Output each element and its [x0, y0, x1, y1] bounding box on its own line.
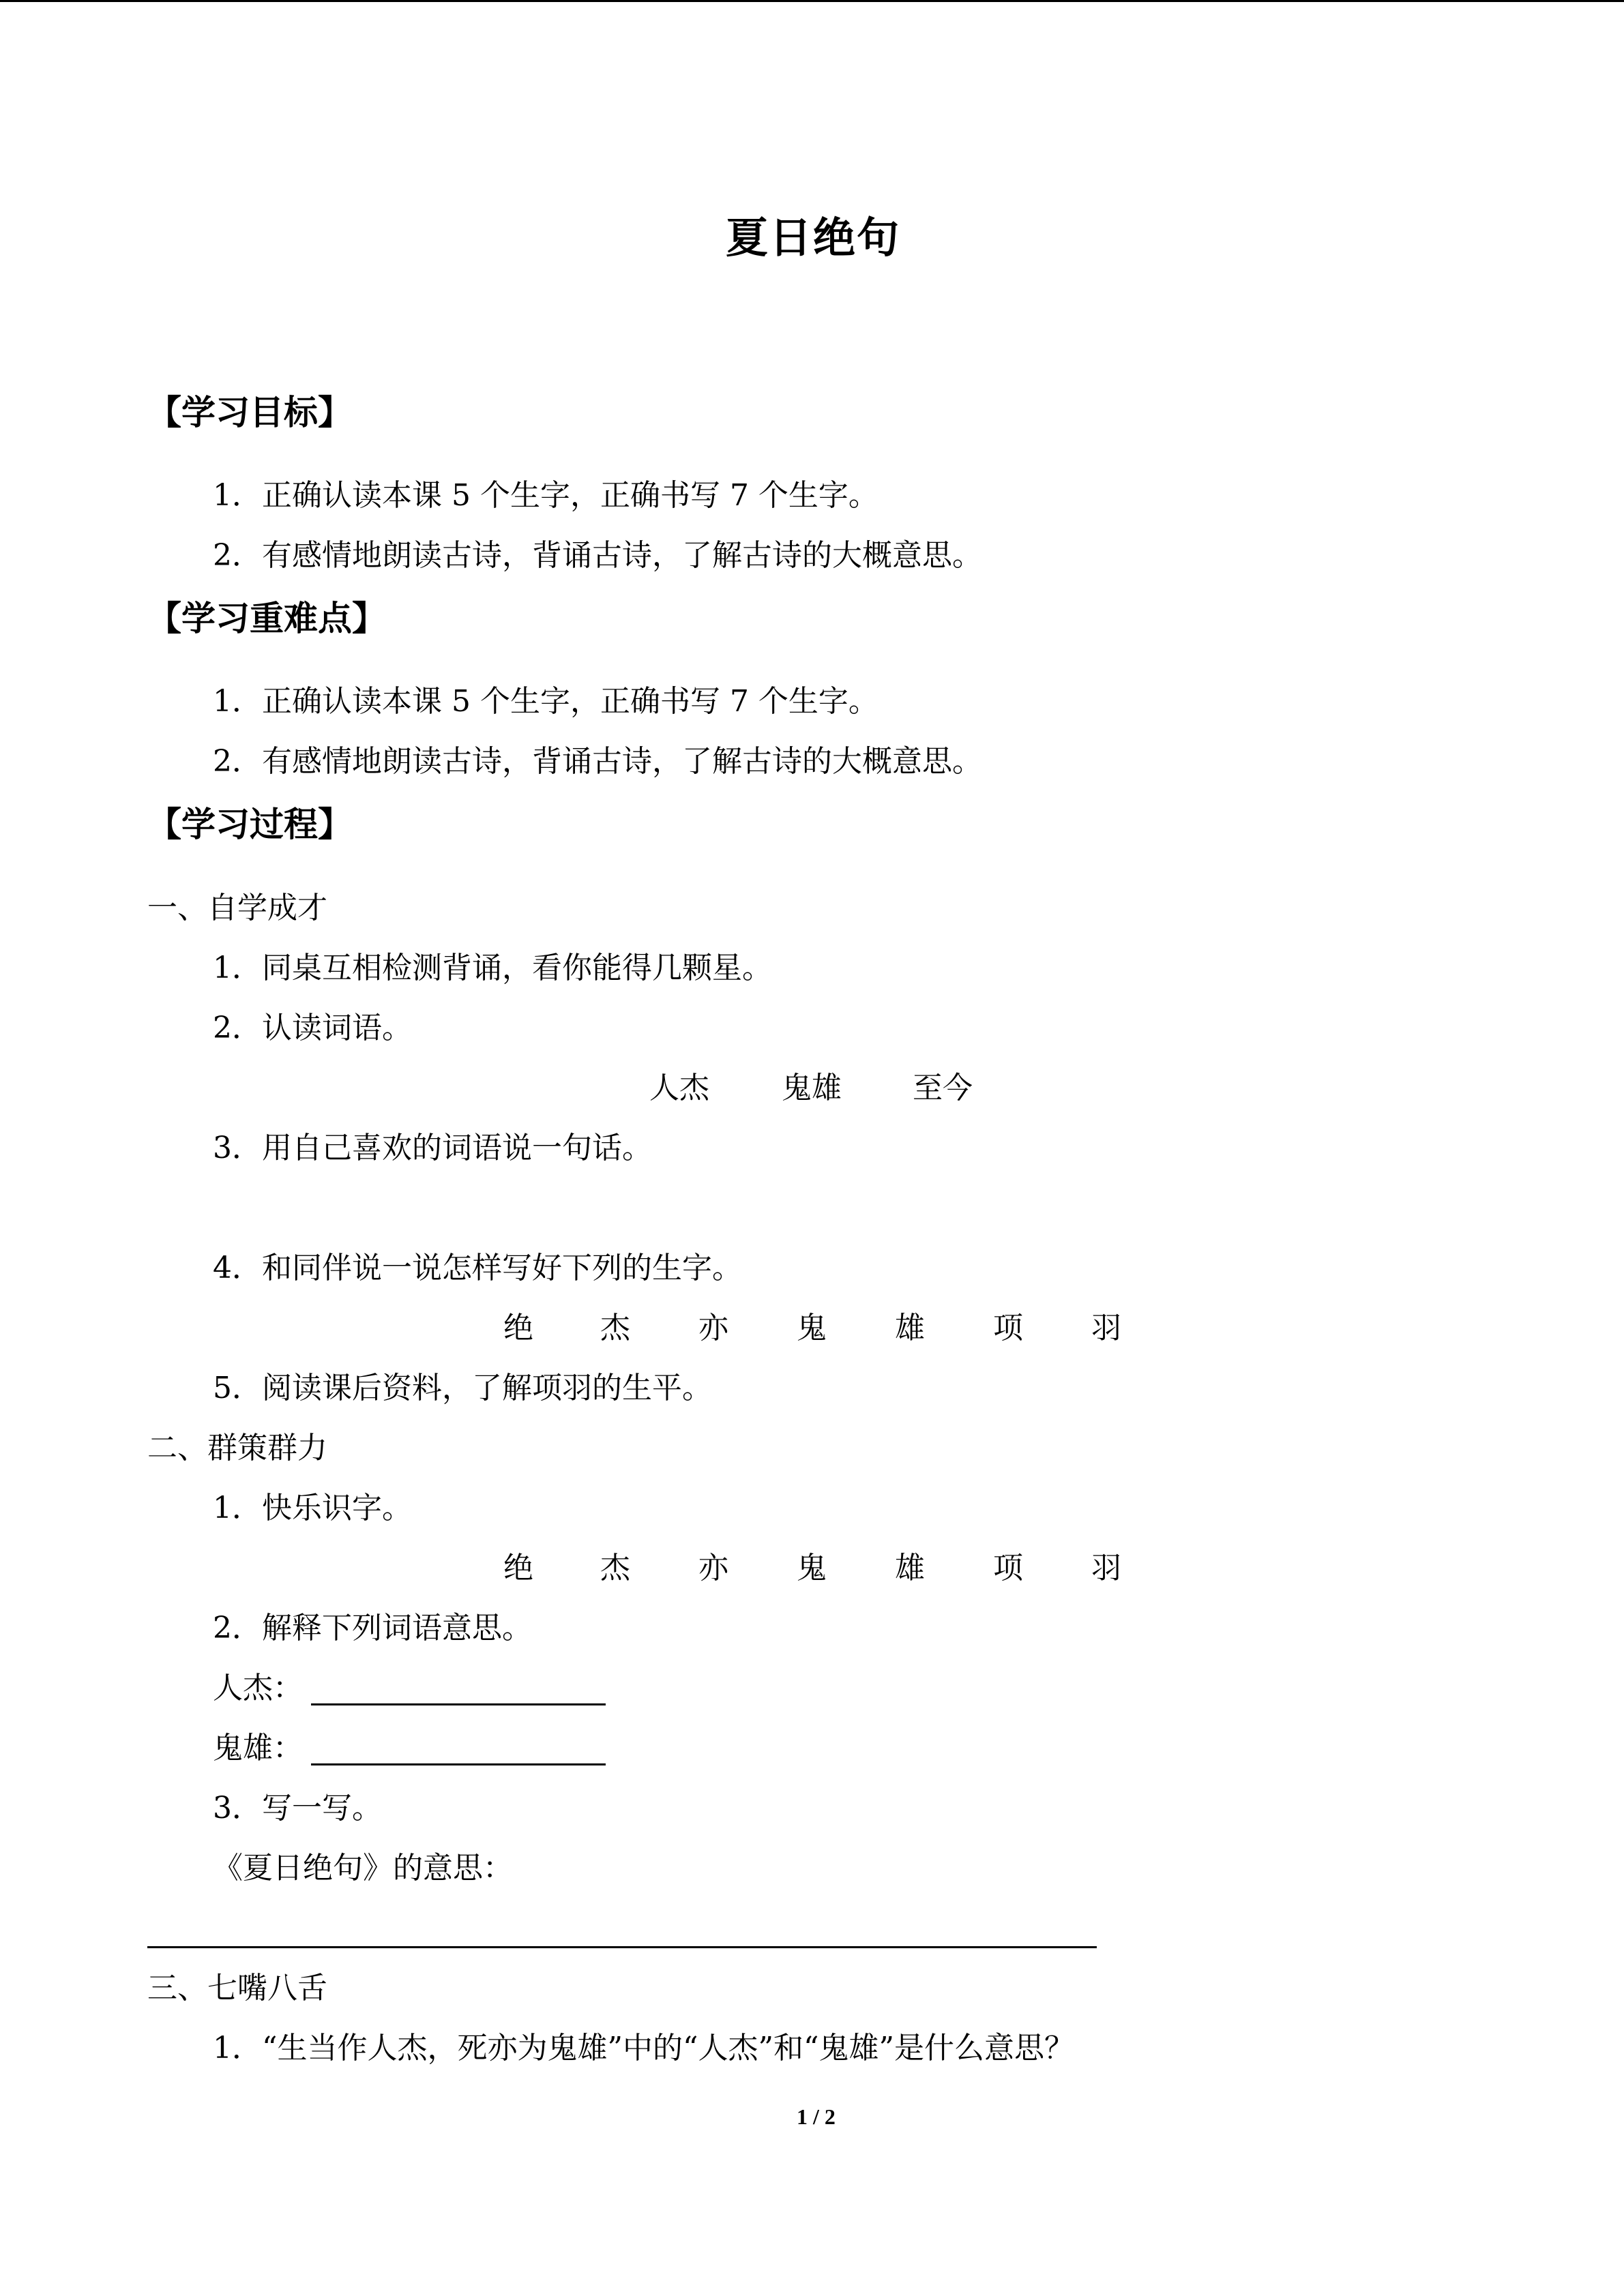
section-title: 二、群策群力 — [147, 1431, 327, 1465]
list-item: 2．认读词语。 — [213, 1011, 412, 1045]
character: 亦 — [698, 1311, 728, 1345]
page-number: 1 / 2 — [797, 2104, 836, 2129]
section-title: 一、自学成才 — [147, 891, 327, 925]
keypoint-item: 2．有感情地朗读古诗，背诵古诗，了解古诗的大概意思。 — [213, 744, 982, 779]
field-label: 人杰： — [213, 1671, 303, 1705]
vocab-word: 人杰 — [649, 1071, 709, 1105]
goal-item: 1．正确认读本课 5 个生字，正确书写 7 个生字。 — [213, 478, 879, 513]
answer-blank[interactable] — [147, 1946, 1097, 1948]
character: 绝 — [503, 1551, 533, 1585]
character: 项 — [993, 1311, 1023, 1345]
answer-blank[interactable] — [311, 1763, 606, 1765]
field-label: 鬼雄： — [213, 1731, 303, 1765]
character: 雄 — [895, 1551, 925, 1585]
character: 羽 — [1091, 1311, 1121, 1345]
keypoints-heading: 【学习重难点】 — [147, 599, 386, 638]
character: 雄 — [895, 1311, 925, 1345]
character: 绝 — [503, 1311, 533, 1345]
list-item: 4．和同伴说一说怎样写好下列的生字。 — [213, 1251, 742, 1285]
goals-heading: 【学习目标】 — [147, 393, 352, 432]
top-border — [0, 0, 1624, 2]
character: 羽 — [1091, 1551, 1121, 1585]
goal-item: 2．有感情地朗读古诗，背诵古诗，了解古诗的大概意思。 — [213, 538, 982, 573]
character: 杰 — [600, 1311, 630, 1345]
character: 项 — [993, 1551, 1023, 1585]
character: 鬼 — [797, 1311, 827, 1345]
list-item: 1．“生当作人杰，死亦为鬼雄”中的“人杰”和“鬼雄”是什么意思？ — [213, 2031, 1074, 2066]
list-item: 3．写一写。 — [213, 1791, 382, 1825]
keypoint-item: 1．正确认读本课 5 个生字，正确书写 7 个生字。 — [213, 684, 879, 719]
list-item: 2．解释下列词语意思。 — [213, 1611, 532, 1645]
character: 鬼 — [797, 1551, 827, 1585]
list-item: 1．快乐识字。 — [213, 1491, 412, 1525]
vocab-word: 至今 — [913, 1071, 973, 1105]
answer-blank[interactable] — [311, 1703, 606, 1705]
character: 亦 — [698, 1551, 728, 1585]
section-title: 三、七嘴八舌 — [147, 1971, 327, 2006]
list-item: 1．同桌互相检测背诵，看你能得几颗星。 — [213, 951, 772, 985]
list-item: 5．阅读课后资料，了解项羽的生平。 — [213, 1371, 712, 1405]
list-item: 3．用自己喜欢的词语说一句话。 — [213, 1131, 652, 1165]
page-title: 夏日绝句 — [726, 213, 901, 263]
vocab-word: 鬼雄 — [782, 1071, 842, 1105]
process-heading: 【学习过程】 — [147, 805, 352, 844]
character: 杰 — [600, 1551, 630, 1585]
meaning-label: 《夏日绝句》的意思： — [213, 1851, 513, 1885]
